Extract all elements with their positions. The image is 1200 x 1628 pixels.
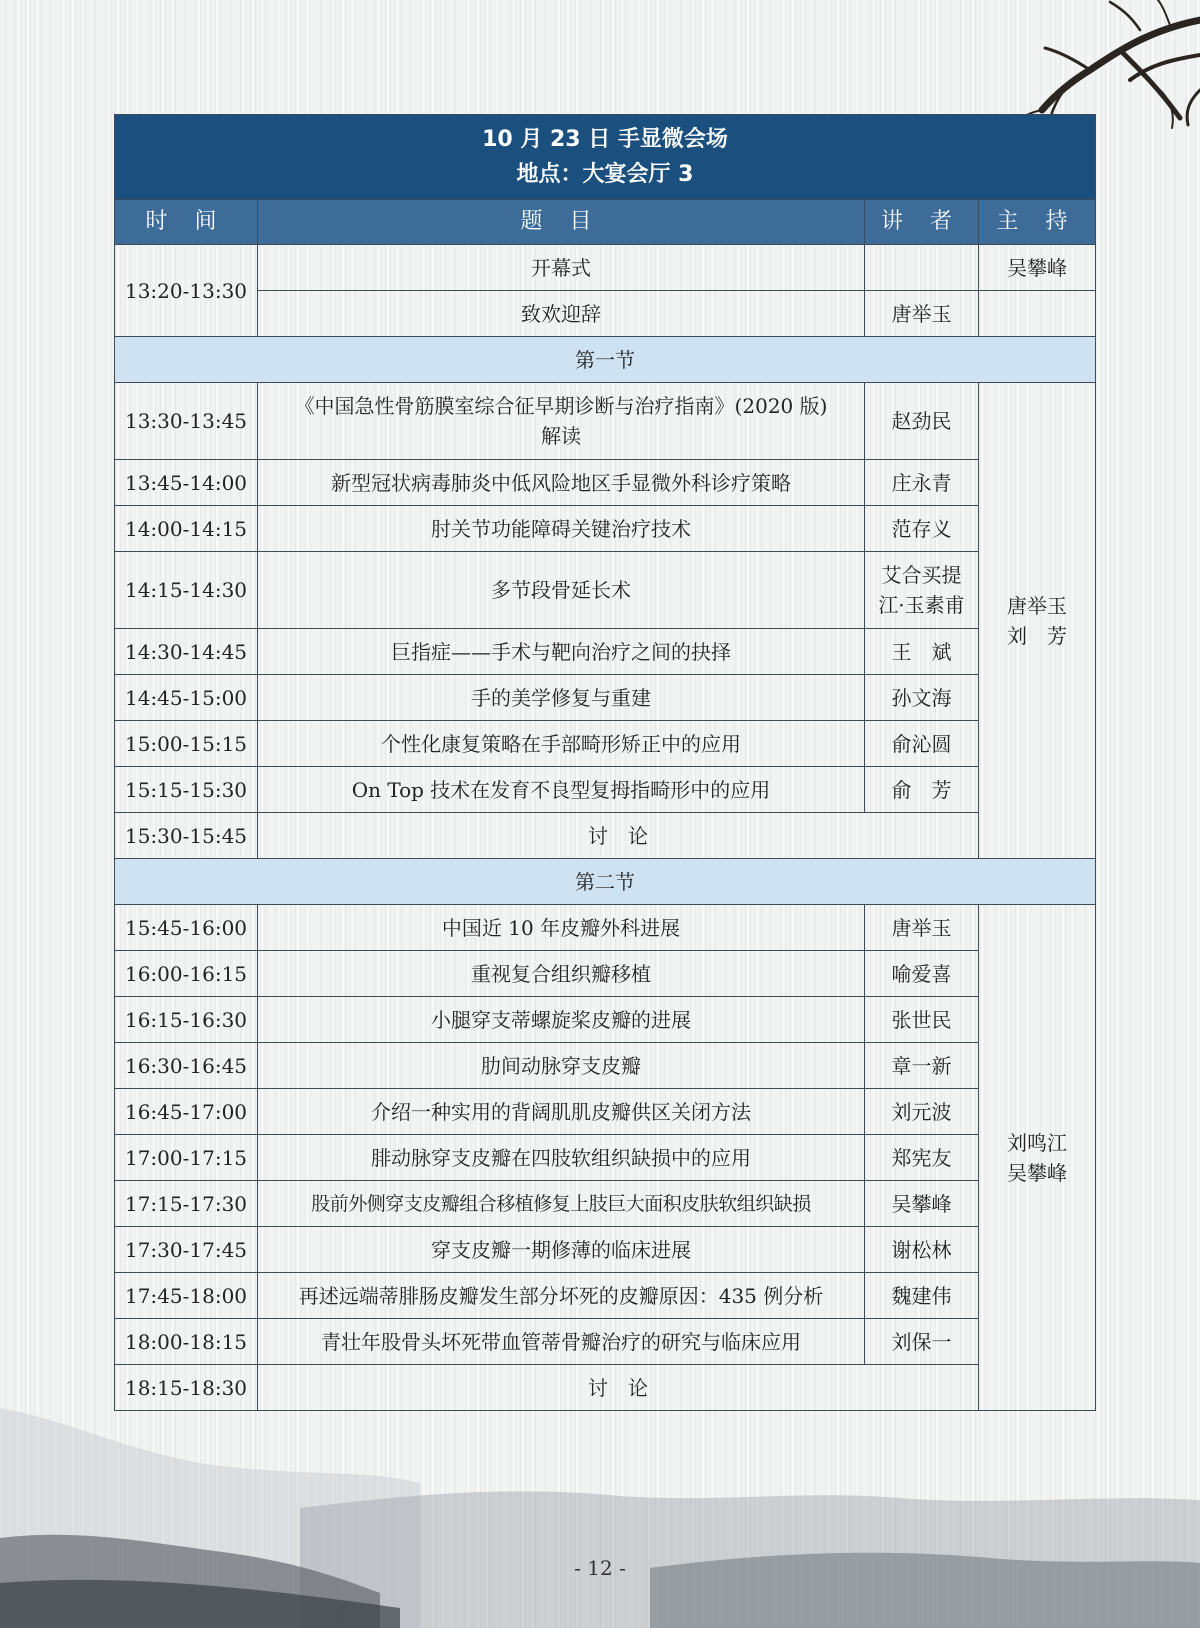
topic-cell: 肘关节功能障碍关键治疗技术 <box>258 506 865 552</box>
table-row <box>115 506 1096 552</box>
table-row <box>115 767 1096 813</box>
topic-cell: 新型冠状病毒肺炎中低风险地区手显微外科诊疗策略 <box>258 460 865 506</box>
table-title-row <box>115 115 1096 200</box>
table-row <box>115 1181 1096 1227</box>
speaker-cell: 张世民 <box>865 997 979 1043</box>
topic-line: 解读 <box>541 424 581 448</box>
section-header-row <box>115 859 1096 905</box>
time-cell: 15:15-15:30 <box>115 767 258 813</box>
speaker-cell: 谢松林 <box>865 1227 979 1273</box>
time-cell: 13:20-13:30 <box>115 245 258 337</box>
page-number: - 12 - <box>574 1556 626 1580</box>
section-label: 第二节 <box>115 859 1096 905</box>
topic-cell: 开幕式 <box>258 245 865 291</box>
speaker-cell: 郑宪友 <box>865 1135 979 1181</box>
topic-cell: 介绍一种实用的背阔肌肌皮瓣供区关闭方法 <box>258 1089 865 1135</box>
topic-cell: 青壮年股骨头坏死带血管蒂骨瓣治疗的研究与临床应用 <box>258 1319 865 1365</box>
host-name: 吴攀峰 <box>1007 1160 1067 1185</box>
topic-cell: 肋间动脉穿支皮瓣 <box>258 1043 865 1089</box>
table-row <box>115 951 1096 997</box>
speaker-cell <box>865 552 979 629</box>
table-row <box>115 675 1096 721</box>
table-row <box>115 460 1096 506</box>
time-cell: 17:00-17:15 <box>115 1135 258 1181</box>
table-row <box>115 1273 1096 1319</box>
table-row <box>115 552 1096 629</box>
session-host-cell <box>979 905 1096 1411</box>
table-row <box>115 1319 1096 1365</box>
speaker-cell: 俞沁圆 <box>865 721 979 767</box>
speaker-line: 江·玉素甫 <box>878 593 965 617</box>
speaker-cell: 孙文海 <box>865 675 979 721</box>
speaker-cell: 唐举玉 <box>865 905 979 951</box>
speaker-cell: 唐举玉 <box>865 291 979 337</box>
topic-cell: 穿支皮瓣一期修薄的临床进展 <box>258 1227 865 1273</box>
time-cell: 14:15-14:30 <box>115 552 258 629</box>
table-row <box>115 1227 1096 1273</box>
column-header-host: 主 持 <box>979 200 1096 245</box>
topic-cell: On Top 技术在发育不良型复拇指畸形中的应用 <box>258 767 865 813</box>
column-header-topic: 题 目 <box>258 200 865 245</box>
speaker-cell: 魏建伟 <box>865 1273 979 1319</box>
table-row <box>115 291 1096 337</box>
title-location: 地点：大宴会厅 3 <box>516 162 694 187</box>
speaker-cell: 喻爱喜 <box>865 951 979 997</box>
table-row <box>115 1135 1096 1181</box>
time-cell: 16:30-16:45 <box>115 1043 258 1089</box>
topic-cell: 手的美学修复与重建 <box>258 675 865 721</box>
host-cell: 吴攀峰 <box>979 245 1096 291</box>
table-row <box>115 813 1096 859</box>
table-row <box>115 905 1096 951</box>
time-cell: 13:30-13:45 <box>115 383 258 460</box>
column-header-row <box>115 200 1096 245</box>
topic-cell: 致欢迎辞 <box>258 291 865 337</box>
topic-cell: 多节段骨延长术 <box>258 552 865 629</box>
time-cell: 14:00-14:15 <box>115 506 258 552</box>
speaker-line: 艾合买提 <box>881 563 962 587</box>
speaker-cell: 刘保一 <box>865 1319 979 1365</box>
column-header-speaker: 讲 者 <box>865 200 979 245</box>
section-label: 第一节 <box>115 337 1096 383</box>
host-cell <box>979 291 1096 337</box>
topic-cell: 个性化康复策略在手部畸形矫正中的应用 <box>258 721 865 767</box>
time-cell: 17:15-17:30 <box>115 1181 258 1227</box>
topic-cell: 中国近 10 年皮瓣外科进展 <box>258 905 865 951</box>
time-cell: 14:30-14:45 <box>115 629 258 675</box>
discussion-cell: 讨 论 <box>258 1365 979 1411</box>
table-row <box>115 1043 1096 1089</box>
time-cell: 15:00-15:15 <box>115 721 258 767</box>
table-row <box>115 1089 1096 1135</box>
topic-cell: 巨指症——手术与靶向治疗之间的抉择 <box>258 629 865 675</box>
topic-line: 《中国急性骨筋膜室综合征早期诊断与治疗指南》(2020 版) <box>294 394 828 418</box>
speaker-cell: 俞 芳 <box>865 767 979 813</box>
topic-cell: 腓动脉穿支皮瓣在四肢软组织缺损中的应用 <box>258 1135 865 1181</box>
time-cell: 16:00-16:15 <box>115 951 258 997</box>
speaker-cell: 章一新 <box>865 1043 979 1089</box>
topic-cell <box>258 383 865 460</box>
time-cell: 15:45-16:00 <box>115 905 258 951</box>
speaker-cell: 赵劲民 <box>865 383 979 460</box>
time-cell: 18:15-18:30 <box>115 1365 258 1411</box>
table-row <box>115 383 1096 460</box>
session-host-cell <box>979 383 1096 859</box>
time-cell: 17:30-17:45 <box>115 1227 258 1273</box>
time-cell: 18:00-18:15 <box>115 1319 258 1365</box>
topic-cell: 小腿穿支蒂螺旋桨皮瓣的进展 <box>258 997 865 1043</box>
host-name: 刘 芳 <box>1007 623 1067 648</box>
title-date-venue: 10 月 23 日 手显微会场 <box>482 127 728 152</box>
speaker-cell: 庄永青 <box>865 460 979 506</box>
table-row <box>115 997 1096 1043</box>
speaker-cell <box>865 245 979 291</box>
host-name: 唐举玉 <box>1007 593 1067 618</box>
time-cell: 16:45-17:00 <box>115 1089 258 1135</box>
time-cell: 16:15-16:30 <box>115 997 258 1043</box>
topic-cell: 重视复合组织瓣移植 <box>258 951 865 997</box>
topic-cell: 再述远端蒂腓肠皮瓣发生部分坏死的皮瓣原因：435 例分析 <box>258 1273 865 1319</box>
table-row <box>115 1365 1096 1411</box>
table-row <box>115 629 1096 675</box>
discussion-cell: 讨 论 <box>258 813 979 859</box>
topic-cell: 股前外侧穿支皮瓣组合移植修复上肢巨大面积皮肤软组织缺损 <box>258 1181 865 1227</box>
time-cell: 15:30-15:45 <box>115 813 258 859</box>
time-cell: 13:45-14:00 <box>115 460 258 506</box>
table-row <box>115 721 1096 767</box>
speaker-cell: 吴攀峰 <box>865 1181 979 1227</box>
time-cell: 14:45-15:00 <box>115 675 258 721</box>
schedule-table <box>114 114 1096 1411</box>
speaker-cell: 刘元波 <box>865 1089 979 1135</box>
time-cell: 17:45-18:00 <box>115 1273 258 1319</box>
section-header-row <box>115 337 1096 383</box>
column-header-time: 时 间 <box>115 200 258 245</box>
speaker-cell: 王 斌 <box>865 629 979 675</box>
speaker-cell: 范存义 <box>865 506 979 552</box>
host-name: 刘鸣江 <box>1007 1130 1067 1155</box>
table-row <box>115 245 1096 291</box>
table-title <box>115 115 1096 200</box>
